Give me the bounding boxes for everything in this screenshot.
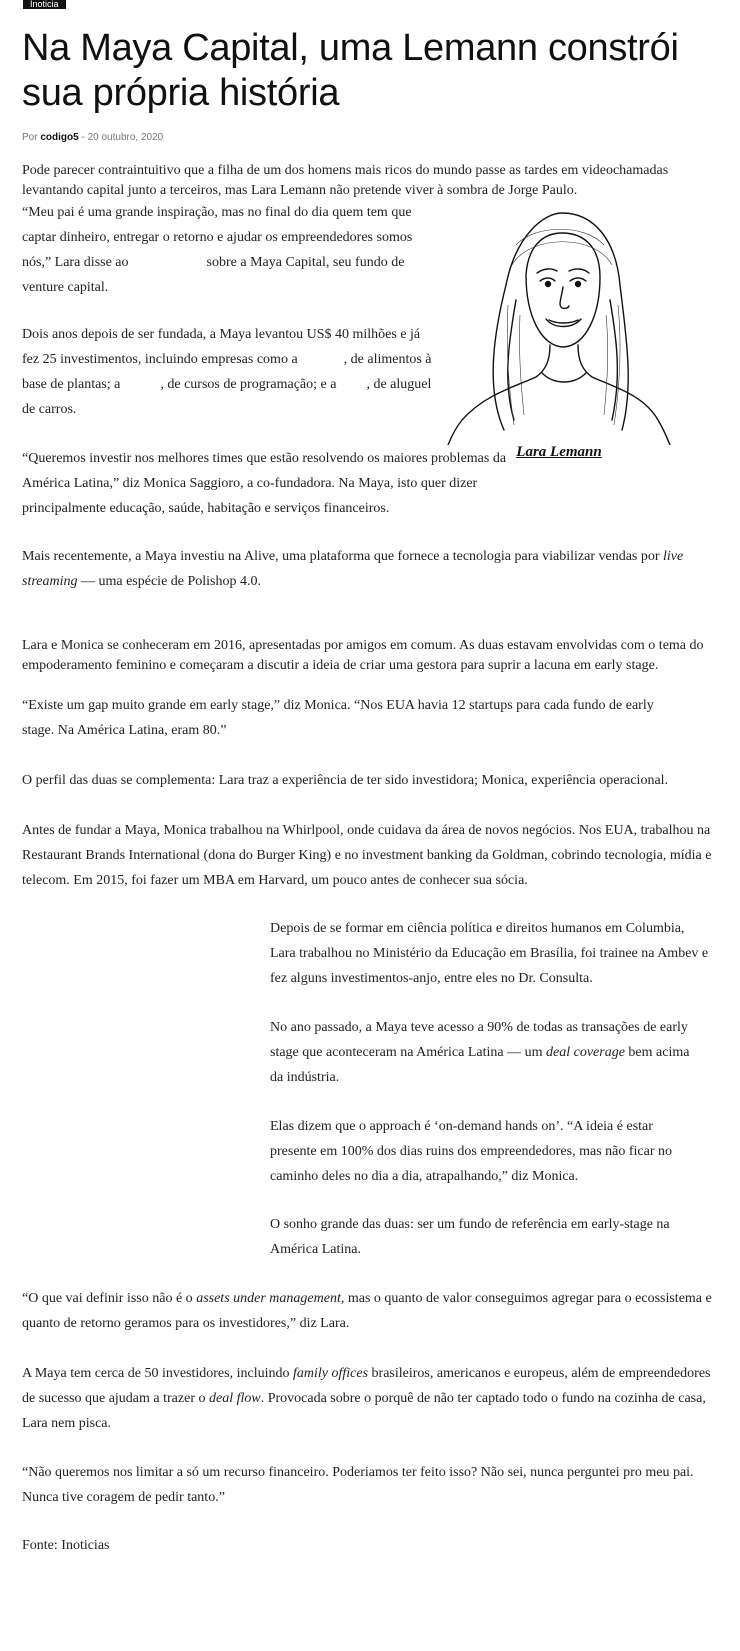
paragraph-alive xyxy=(22,544,702,594)
paragraph-profiles: O perfil das duas se complementa: Lara traz a experiência de ter sido investidora; Monica, experiência operacional. xyxy=(22,773,669,788)
paragraph-text: mas o quanto de valor conseguimos agregar para o ecossistema e quanto de retorno geramos para os investidores,” diz Lara. xyxy=(22,1291,712,1331)
paragraph-emphasis: family offices xyxy=(292,1366,369,1381)
paragraph-monica-career: Antes de fundar a Maya, Monica trabalhou na Whirlpool, onde cuidava da área de novos negócios. Nos EUA, trabalhou na Restaurant Brands International (dona do Burger King) e no investment banking da Goldman, cobrindo tecnologia, mídia e telecom. Em 2015, foi fazer um MBA em Harvard, um pouco antes de conhecer sua sócia. xyxy=(22,823,712,888)
paragraph-text: “Meu pai é uma grande inspiração, mas no final do dia quem tem que captar dinheiro, entregar o retorno e ajudar os empreendedores somos nós,” Lara disse ao xyxy=(22,205,413,270)
paragraph-lara-career: Depois de se formar em ciência política e direitos humanos em Columbia, Lara trabalhou no Ministério da Educação em Brasília, foi trainee na Ambev e fez alguns investimentos-anjo, entre eles no Dr. Consulta. xyxy=(270,921,709,986)
paragraph-text: sobre a Maya Capital, seu fundo de venture capital. xyxy=(22,255,405,295)
paragraph-dream: O sonho grande das duas: ser um fundo de referência em early-stage na América Latina. xyxy=(270,1217,670,1257)
meta-separator: - xyxy=(81,132,85,143)
paragraph-closing-quote: “Não queremos nos limitar a só um recurso financeiro. Poderiamos ter feito isso? Não sei, nunca perguntei pro meu pai. Nunca tive coragem de pedir tanto.” xyxy=(22,1465,694,1505)
paragraph-text: Dois anos depois de ser fundada, a Maya levantou US$ 40 milhões e já fez 25 investimentos, incluindo empresas como a xyxy=(22,327,421,367)
paragraph-emphasis: live streaming xyxy=(22,549,684,589)
paragraph-quote-lara xyxy=(22,200,420,300)
paragraph-text: bem acima da indústria. xyxy=(270,1045,690,1085)
paragraph-investments xyxy=(22,322,432,422)
portrait-caption: Lara Lemann xyxy=(516,444,602,460)
paragraph-emphasis: assets under management, xyxy=(196,1291,345,1306)
meta-by: Por xyxy=(22,132,38,143)
paragraph-assets xyxy=(22,1286,712,1336)
paragraph-text: No ano passado, a Maya teve acesso a 90% de todas as transações de early stage que aconteceram na América Latina — um xyxy=(270,1020,688,1060)
paragraph-meeting: Lara e Monica se conheceram em 2016, apresentadas por amigos em comum. As duas estavam envolvidas com o tema do empoderamento feminino e começaram a discutir a ideia de criar uma gestora para suprir a lacuna em early stage. xyxy=(22,638,704,673)
lara-lemann-portrait xyxy=(444,205,674,445)
article-source: Fonte: Inoticias xyxy=(22,1538,110,1553)
paragraph-text: brasileiros, americanos e europeus, além de empreendedores de sucesso que ajudam a trazer o xyxy=(22,1366,711,1406)
paragraph-text: “O que vai definir isso não é o xyxy=(22,1291,193,1306)
author-link[interactable]: codigo5 xyxy=(40,132,79,143)
paragraph-emphasis: deal coverage xyxy=(546,1045,625,1060)
paragraph-text: , de aluguel de carros. xyxy=(22,377,432,417)
paragraph-deal-coverage xyxy=(270,1015,700,1090)
paragraph-gap: “Existe um gap muito grande em early stage,” diz Monica. “Nos EUA havia 12 startups para cada fundo de early stage. Na América Latina, eram 80.” xyxy=(22,698,654,738)
publish-date: 20 outubro, 2020 xyxy=(87,132,164,143)
paragraph-text: , de alimentos à base de plantas; a xyxy=(22,352,432,392)
article-title: Na Maya Capital, uma Lemann constrói sua própria história xyxy=(22,27,679,114)
paragraph-approach: Elas dizem que o approach é ‘on-demand hands on’. “A ideia é estar presente em 100% dos dias ruins dos empreendedores, mas não ficar no caminho deles no dia a dia, atrapalhando,” diz Monica. xyxy=(270,1119,672,1184)
paragraph-quote-monica: “Queremos investir nos melhores times que estão resolvendo os maiores problemas da América Latina,” diz Monica Saggioro, a co-fundadora. Na Maya, isto quer dizer principalmente educação, saúde, habitação e serviços financeiros. xyxy=(22,451,507,516)
paragraph-text: A Maya tem cerca de 50 investidores, incluindo xyxy=(22,1366,290,1381)
paragraph-intro: Pode parecer contraintuitivo que a filha de um dos homens mais ricos do mundo passe as tardes em videochamadas levantando capital junto a terceiros, mas Lara Lemann não pretende viver à sombra de Jorge Paulo. xyxy=(22,163,669,198)
paragraph-text: . Provocada sobre o porquê de não ter captado todo o fundo na cozinha de casa, Lara nem pisca. xyxy=(22,1391,706,1431)
paragraph-text: , de cursos de programação; e a xyxy=(160,377,337,392)
paragraph-text: — uma espécie de Polishop 4.0. xyxy=(80,574,262,589)
paragraph-text: Mais recentemente, a Maya investiu na Alive, uma plataforma que fornece a tecnologia para viabilizar vendas por xyxy=(22,549,660,564)
article-meta xyxy=(22,132,163,143)
category-tag[interactable]: Inoticia xyxy=(23,0,66,9)
paragraph-emphasis: deal flow xyxy=(208,1391,261,1406)
paragraph-investors xyxy=(22,1361,712,1436)
